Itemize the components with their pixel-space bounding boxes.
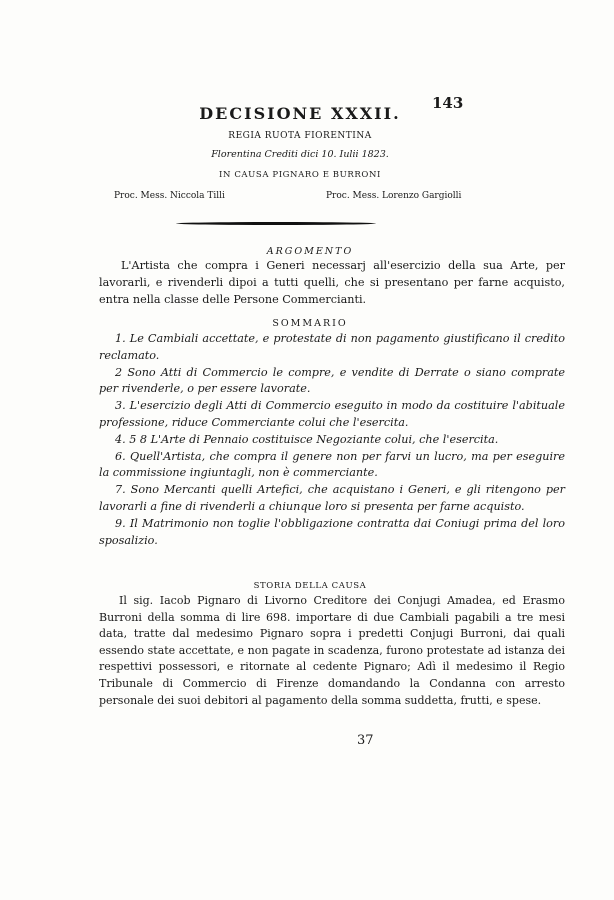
argomento-text: L'Artista che compra i Generi necessarj all'esercizio della sua Arte, per lavorarli, e rivenderli dipoi a tutti quelli, che si presentano per farne acquisto, entra nella classe delle Persone Commercianti. bbox=[99, 259, 565, 306]
sommario-item: 4. 5 8 L'Arte di Pennaio costituisce Negoziante colui, che l'esercita. bbox=[115, 432, 499, 446]
decision-title: DECISIONE XXXII. bbox=[199, 104, 401, 123]
page-number: 143 bbox=[432, 94, 464, 112]
decision-date: Florentina Crediti dici 10. Iulii 1823. bbox=[211, 149, 389, 160]
ornamental-divider bbox=[176, 222, 376, 225]
storia-section bbox=[99, 593, 565, 709]
case-title: IN CAUSA PIGNARO E BURRONI bbox=[219, 170, 381, 180]
storia-heading: STORIA DELLA CAUSA bbox=[253, 581, 367, 591]
argomento-heading: ARGOMENTO bbox=[266, 246, 354, 257]
sommario-item: 3. L'esercizio degli Atti di Commercio eseguito in modo da costituire l'abituale professione, riduce Commerciante colui che l'esercita. bbox=[99, 399, 565, 429]
sommario-item: 9. Il Matrimonio non toglie l'obbligazione contratta dai Coniugi prima del loro sposalizio. bbox=[99, 516, 565, 547]
argomento-section bbox=[99, 258, 565, 308]
storia-text: Il sig. Iacob Pignaro di Livorno Creditore dei Conjugi Amadea, ed Erasmo Burroni della somma di lire 698. importare di due Cambiali pagabili a tre mesi data, tratte dal medesimo Pignaro sopra i predetti Conjugi Burroni, dai quali essendo state accettate, e non pagate in scadenza, furono protestate ad istanza dei respettivi possessori, e ritornate al cedente Pignaro; Adì il medesimo il Regio Tribunale di Commercio di Firenze domandando la Condanna con arresto personale dei suoi debitori al pagamento della somma suddetta, frutti, e spese. bbox=[99, 594, 565, 707]
sommario-item: 7. Sono Mercanti quelli Artefici, che acquistano i Generi, e gli ritengono per lavorarli a fine di rivenderli a chiunque loro si presenta per farne acquisto. bbox=[99, 483, 565, 513]
procurator-right: Proc. Mess. Lorenzo Gargiolli bbox=[326, 191, 462, 201]
sommario-section bbox=[99, 331, 565, 549]
sommario-heading: SOMMARIO bbox=[272, 318, 348, 329]
sommario-item: 6. Quell'Artista, che compra il genere non per farvi un lucro, ma per eseguire la commissione ingiuntagli, non è commerciante. bbox=[99, 449, 565, 480]
procurator-left: Proc. Mess. Niccola Tilli bbox=[114, 191, 225, 201]
signature-mark: 37 bbox=[357, 733, 374, 748]
court-name: REGIA RUOTA FIORENTINA bbox=[228, 131, 372, 141]
sommario-item: 1. Le Cambiali accettate, e protestate di non pagamento giustificano il credito reclamato. bbox=[99, 332, 565, 362]
sommario-item: 2 Sono Atti di Commercio le compre, e vendite di Derrate o siano comprate per rivenderle, o per essere lavorate. bbox=[99, 365, 565, 396]
